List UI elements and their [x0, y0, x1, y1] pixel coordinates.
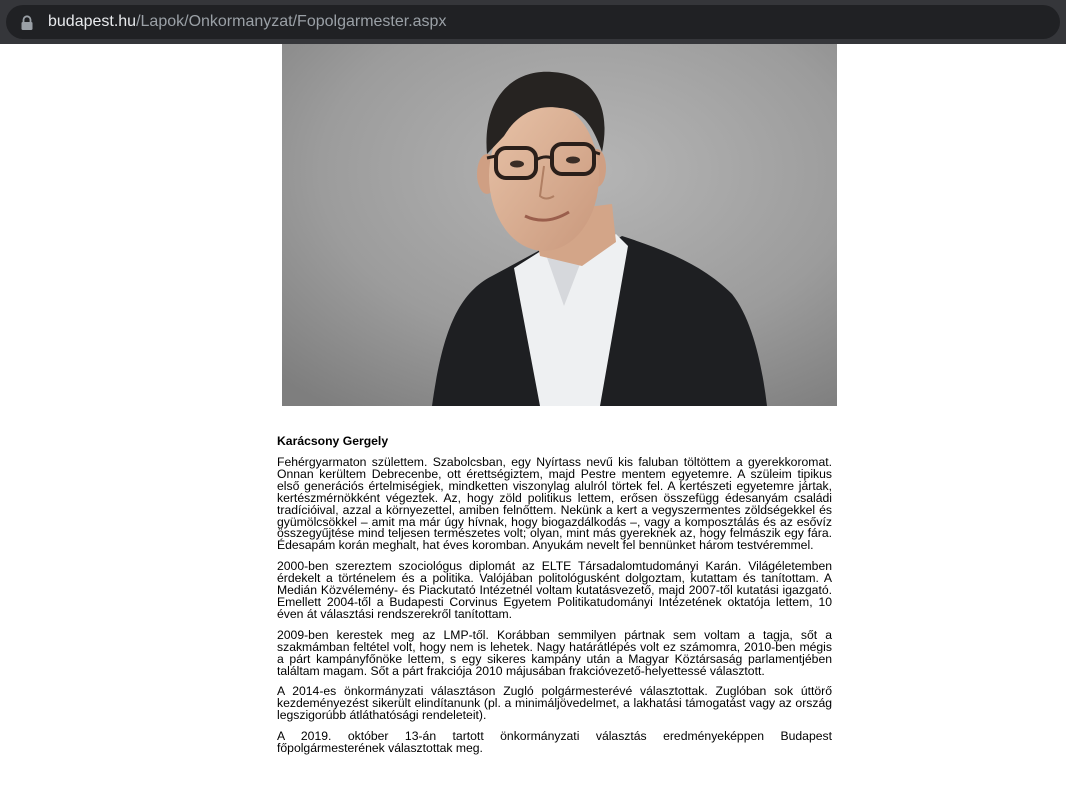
bio-paragraph-education: 2000-ben szereztem szociológus diplomát az ELTE Társadalomtudományi Karán. Világéletemben érdekelt a történelem és a politika. Valójában politológusként dolgoztam, kutattam és tanítottam. A Medián Közvélemény- és Piackutató Intézetnél voltam kutatásvezető, majd 2007-től kutatási igazgató. Emellett 2004-től a Budapesti Corvinus Egyetem Politikatudományi Intézetének oktatója lettem, 10 éven át választási rendszerekről tanítottam.: [277, 559, 832, 621]
browser-toolbar: [0, 0, 1066, 44]
url-path: /Lapok/Onkormanyzat/Fopolgarmester.aspx: [136, 13, 447, 30]
person-name-heading: Karácsony Gergely: [277, 434, 389, 448]
bio-paragraph-politics: 2009-ben kerestek meg az LMP-től. Korábban semmilyen pártnak sem voltam a tagja, sőt a szakmámban feltétel volt, hogy nem is lehetek. Nagy határátlépés volt ez számomra, 2010-ben mégis a párt kampányfőnöke lettem, s egy sikeres kampány után a Magyar Köztársaság parlamentjében találtam magam. Sőt a párt frakciója 2010 májusában frakcióvezető-helyettessé választott.: [277, 627, 832, 678]
bio-paragraph-zuglo: A 2014-es önkormányzati választáson Zugló polgármesterévé választottak. Zuglóban sok úttörő kezdeményezést sikerült elindítanunk (pl. a minimáljövedelmet, a lakhatási támogatást vagy az ország legszigorúbb átláthatósági rendeleteit).: [277, 684, 832, 723]
url-host: budapest.hu: [48, 13, 137, 30]
url-text[interactable]: [48, 13, 446, 31]
bio-paragraph-childhood: Fehérgyarmaton születtem. Szabolcsban, egy Nyírtass nevű kis faluban töltöttem a gyerekkoromat. Onnan kerültem Debrecenbe, ott érettségiztem, majd Pestre mentem egyetemre. A szüleim tipikus első generációs értelmiségiek, mindketten viszonylag alulról törtek fel. A kertészeti egyetemre jártak, kertészmérnökként végeztek. Az, hogy zöld politikus lettem, erősen összefügg édesanyám családi tradícióival, azzal a környezettel, amiben felnőttem. Nekünk a kert a vegyszermentes zöldségekkel és gyümölcsökkel – amit ma már úgy hívnak, hogy biogazdálkodás –, vagy a komposztálás és az esővíz összegyűjtése mind teljesen természetes volt; olyan, mint más gyereknek az, hogy felmászik egy fára. Édesapám korán meghalt, hat éves koromban. Anyukám nevelt fel bennünket három testvéremmel.: [277, 455, 832, 553]
biography-article: [277, 434, 832, 764]
lock-icon[interactable]: [20, 15, 34, 31]
address-bar[interactable]: [6, 5, 1060, 39]
mayor-portrait-photo: [282, 44, 837, 406]
bio-paragraph-mayor: A 2019. október 13-án tartott önkormányzati választás eredményeképpen Budapest főpolgármesterének választottak meg.: [277, 729, 832, 756]
